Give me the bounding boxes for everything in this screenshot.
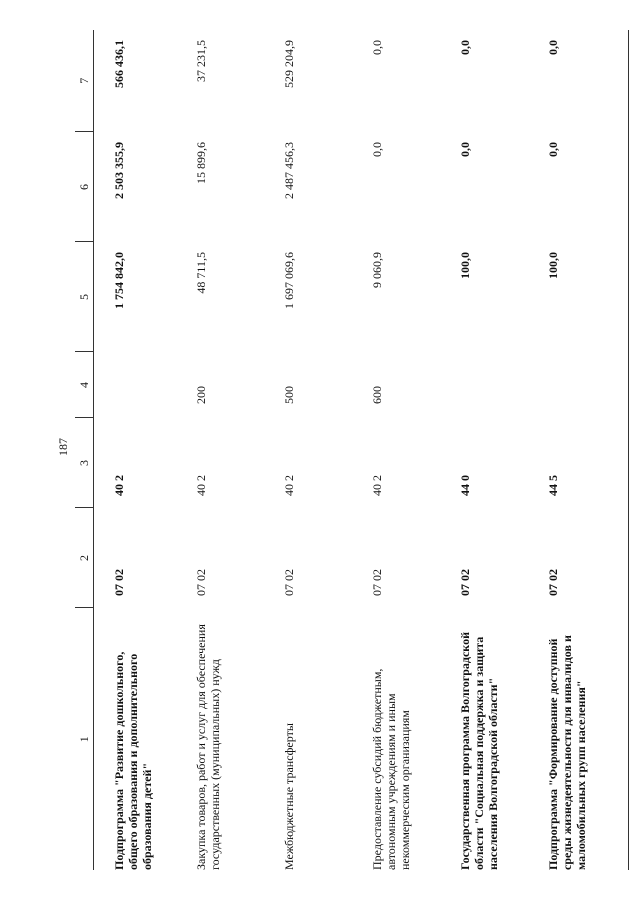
program-code: 40 2 <box>282 475 296 496</box>
amount-col6: 0,0 <box>540 132 629 242</box>
table-row <box>452 30 540 870</box>
amount-col7: 566 436,1 <box>112 40 126 88</box>
table-row <box>276 30 364 870</box>
expense-type-code <box>94 352 189 418</box>
amount-col6: 2 487 456,3 <box>282 142 296 199</box>
amount-col5: 100,0 <box>540 242 629 352</box>
section-code: 07 02 <box>540 508 629 608</box>
table-row <box>540 30 629 870</box>
amount-col6: 15 899,6 <box>194 142 208 184</box>
expense-type-code: 200 <box>194 386 208 404</box>
expense-type-code <box>452 352 540 418</box>
column-header-4: 4 <box>75 352 94 418</box>
column-header-5: 5 <box>75 242 94 352</box>
column-number-row <box>75 30 94 870</box>
column-header-1: 1 <box>75 608 94 870</box>
section-code: 07 02 <box>370 569 384 596</box>
section-code: 07 02 <box>194 569 208 596</box>
program-code: 44 0 <box>458 475 472 496</box>
program-code: 44 5 <box>540 418 629 508</box>
row-name: Предоставление субсидий бюджетным, автономным учреждениям и иным некоммерческим организациям <box>370 668 412 870</box>
amount-col5: 1 697 069,6 <box>282 252 296 309</box>
row-name: Межбюджетные трансферты <box>282 723 296 870</box>
amount-col7: 0,0 <box>458 40 472 55</box>
amount-col7: 0,0 <box>370 40 384 55</box>
column-header-3: 3 <box>75 418 94 508</box>
page-number: 187 <box>56 438 70 456</box>
row-name: Закупка товаров, работ и услуг для обеспечения государственных (муниципальных) нужд <box>194 624 222 870</box>
table-row <box>364 30 452 870</box>
column-header-6: 6 <box>75 132 94 242</box>
amount-col6: 0,0 <box>370 142 384 157</box>
budget-table-container <box>75 30 588 870</box>
section-code: 07 02 <box>458 569 472 596</box>
column-header-2: 2 <box>75 508 94 608</box>
amount-col5: 1 754 842,0 <box>112 252 126 309</box>
program-code: 40 2 <box>112 475 126 496</box>
amount-col5: 100,0 <box>458 252 472 279</box>
program-code: 40 2 <box>194 475 208 496</box>
amount-col7: 37 231,5 <box>194 40 208 82</box>
row-name: Подпрограмма "Формирование доступной среды жизнедеятельности для инвалидов и маломобильных групп населения" <box>540 608 629 870</box>
table-row <box>94 30 189 870</box>
row-name: Подпрограмма "Развитие дошкольного, общего образования и дополнительного образования детей" <box>112 651 154 870</box>
table-row <box>188 30 276 870</box>
expense-type-code: 500 <box>282 386 296 404</box>
amount-col6: 2 503 355,9 <box>112 142 126 199</box>
program-code: 40 2 <box>370 475 384 496</box>
amount-col5: 48 711,5 <box>194 252 208 294</box>
amount-col7: 529 204,9 <box>282 40 296 88</box>
column-header-7: 7 <box>75 30 94 132</box>
row-name: Государственная программа Волгоградской области "Социальная поддержка и защита населения Волгоградской области" <box>458 632 500 870</box>
amount-col7: 0,0 <box>540 30 629 132</box>
section-code: 07 02 <box>282 569 296 596</box>
amount-col6: 0,0 <box>458 142 472 157</box>
budget-table <box>75 30 629 870</box>
expense-type-code: 600 <box>370 386 384 404</box>
expense-type-code <box>540 352 629 418</box>
amount-col5: 9 060,9 <box>370 252 384 288</box>
section-code: 07 02 <box>112 569 126 596</box>
